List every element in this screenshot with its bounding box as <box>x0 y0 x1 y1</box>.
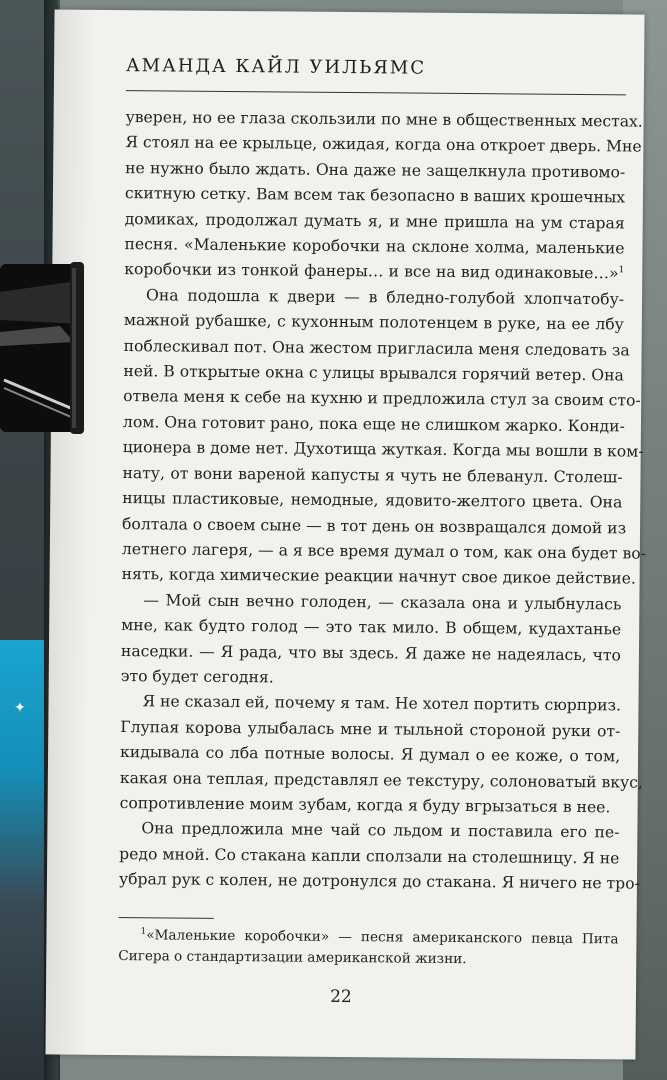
text-line: ней. В открытые окна с улицы врывался горячий ветер. Она <box>123 362 624 385</box>
footnote-ref: 1 <box>618 265 625 276</box>
text-line: нату, от вони вареной капусты я чуть не блеванул. Столеш- <box>122 463 623 487</box>
text-line: наседки. — Я рада, что вы здесь. Я даже не надеялась, что <box>120 641 622 664</box>
text-line: песня. «Маленькие коробочки на склоне холма, маленькие <box>124 235 625 258</box>
footnote-text: «Маленькие коробочки» — песня американского певца Пита <box>146 927 619 948</box>
text-line: домиках, продолжал думать я, и мне пришла на ум старая <box>124 209 625 233</box>
footnote-line: Сигера о стандартизации американской жизни. <box>118 948 467 968</box>
text-line: мажной рубашке, с кухонным полотенцем в руке, на ее лбу <box>123 311 624 334</box>
text-line: какая она теплая, представлял ее текстуру, солоноватый вкус, <box>119 768 643 792</box>
text-line: мне, как будто голод — это так мило. В общем, кудахтанье <box>121 616 622 639</box>
binder-clip-icon <box>0 262 92 434</box>
body-text <box>118 105 647 897</box>
text-line: коробочки из тонкой фанеры… и все на вид одинаковые…» <box>124 260 619 283</box>
text-line: сопротивление моим зубам, когда я буду вгрызаться в нее. <box>119 794 611 817</box>
text-line: Глупая корова улыбалась мне и тыльной стороной руки от- <box>120 717 621 741</box>
text-line: ционера в доме нет. Духотища жуткая. Когда мы вошли в ком- <box>122 438 644 461</box>
text-line: убрал рук с колен, не дотронулся до стакана. Я ничего не тро- <box>118 870 640 893</box>
text-line: Я стоял на ее крыльце, ожидая, когда она откроет дверь. Мне <box>125 133 642 156</box>
text-line: летнего лагеря, — а я все время думал о том, как она будет во- <box>121 539 647 563</box>
running-head: АМАНДА КАЙЛ УИЛЬЯМС <box>125 55 427 79</box>
paragraph-first-line: — Мой сын вечно голоден, — сказала она и улыбнулась <box>143 590 622 614</box>
page-number: 22 <box>330 986 352 1008</box>
paragraph-first-line: Она подошла к двери — в бледно-голубой хлопчатобу- <box>146 286 625 309</box>
text-line: уверен, но ее глаза скользили по мне в общественных местах. <box>125 108 643 131</box>
book-page <box>45 9 647 1059</box>
footnote <box>118 925 618 971</box>
text-line: кидывала со лба потные волосы. Я думал о ее коже, о том, <box>120 743 621 766</box>
text-line: нять, когда химические реакции начнут свое дикое действие. <box>121 565 636 588</box>
text-line: скитную сетку. Вам всем так безопасно в ваших крошечных <box>124 184 626 207</box>
header-rule <box>126 90 626 95</box>
cover-sparkle-icon: ✦ <box>14 700 26 716</box>
footnote-marker: 1 <box>140 926 147 937</box>
text-line: лом. Она готовит рано, пока еще не слишком жарко. Конди- <box>122 412 625 436</box>
text-line: поблескивал пот. Она жестом пригласила меня следовать за <box>123 336 630 360</box>
paragraph-first-line: Она предложила мне чай со льдом и поставила его пе- <box>141 819 620 842</box>
text-line: редо мной. Со стакана капли сползали на столешницу. Я не <box>119 844 620 868</box>
text-line: ницы пластиковые, немодные, ядовито-желтого цвета. Она <box>122 489 623 512</box>
text-line: отвела меня к себе на кухню и предложила стул за своим сто- <box>123 387 641 411</box>
text-line: болтала о своем сыне — в тот день он возвращался домой из <box>122 514 627 537</box>
text-line: это будет сегодня. <box>120 666 274 687</box>
footnote-rule <box>119 917 214 919</box>
paragraph-first-line: Я не сказал ей, почему я там. Не хотел портить сюрприз. <box>142 692 622 715</box>
text-line: не нужно было ждать. Она даже не защелкнула противомо- <box>125 158 626 182</box>
